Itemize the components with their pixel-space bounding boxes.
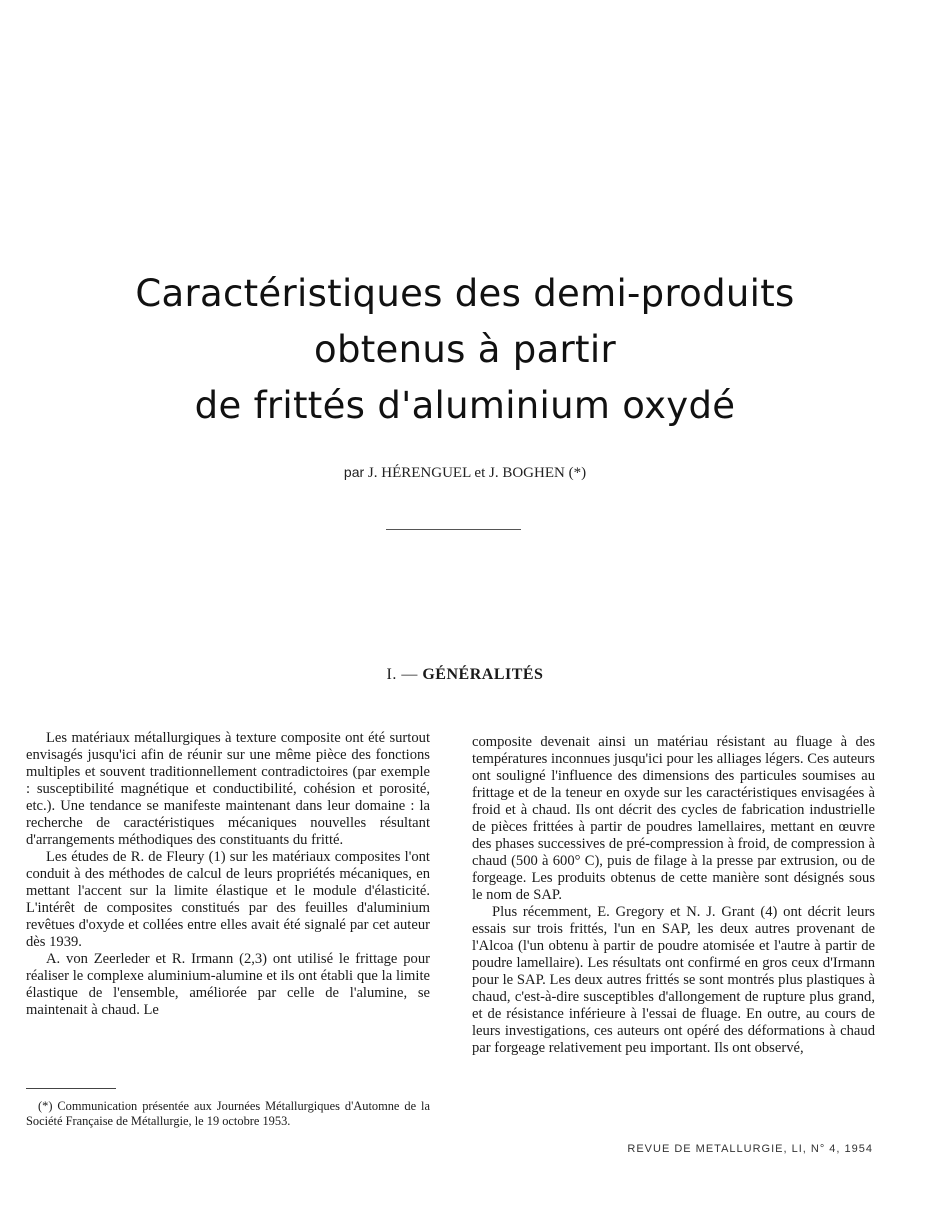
- paragraph: Les matériaux métallurgiques à texture composite ont été surtout envisagés jusqu'ici afin de réunir sur une même pièce des fonctions multiples et souvent traditionnellement contradictoires (par exemple : susceptibilité magnétique et conductibilité, cohésion et porosité, etc.). Une tendance se manifeste maintenant dans leur domaine : la recherche de caractéristiques mécaniques nouvelles résultant d'arrangements méthodiques des constituants du fritté.: [26, 730, 430, 848]
- paragraph: A. von Zeerleder et R. Irmann (2,3) ont utilisé le frittage pour réaliser le complexe aluminium-alumine et ils ont établi que la limite élastique de l'ensemble, améliorée par celle de l'alumine, se maintenait à chaud. Le: [26, 951, 430, 1018]
- title-line-3: de frittés d'aluminium oxydé: [194, 384, 736, 427]
- title-line-1: Caractéristiques des demi-produits: [135, 272, 795, 315]
- section-heading: [100, 666, 830, 684]
- footnote-divider: [26, 1088, 116, 1089]
- title-divider: [386, 529, 521, 530]
- running-footer: REVUE DE METALLURGIE, LI, N° 4, 1954: [627, 1143, 873, 1155]
- body-column-right: [472, 734, 875, 1057]
- footnote: [26, 1099, 430, 1129]
- byline-prefix: par: [343, 464, 365, 480]
- section-title: GÉNÉRALITÉS: [422, 666, 544, 683]
- footnote-text: (*) Communication présentée aux Journées Métallurgiques d'Automne de la Société Française de Métallurgie, le 19 octobre 1953.: [26, 1099, 430, 1128]
- title-line-2: obtenus à partir: [314, 328, 616, 371]
- section-number: I. —: [386, 666, 418, 683]
- paragraph: composite devenait ainsi un matériau résistant au fluage à des températures inconnues jusqu'ici pour les alliages légers. Ces auteurs ont souligné l'influence des dimensions des particules soumises au frittage et de la teneur en oxyde sur les caractéristiques envisagées à froid et à chaud. Ils ont décrit des cycles de fabrication industrielle de pièces frittées à partir de poudres lamellaires, mettant en œuvre des phases successives de pré-compression à froid, de compression à chaud (500 à 600° C), puis de filage à la presse par extrusion, ou de forgeage. Les produits obtenus de cette manière sont désignés sous le nom de SAP.: [472, 734, 875, 903]
- byline: [100, 464, 830, 482]
- paragraph: Les études de R. de Fleury (1) sur les matériaux composites l'ont conduit à des méthodes de calcul de leurs propriétés mécaniques, en mettant l'accent sur la limite élastique et le module d'élasticité. L'intérêt de composites constitués par des feuilles d'aluminium revêtues d'oxyde et collées entre elles avait été signalé par cet auteur dès 1939.: [26, 849, 430, 950]
- byline-authors: J. HÉRENGUEL et J. BOGHEN (*): [367, 465, 587, 481]
- paragraph: Plus récemment, E. Gregory et N. J. Grant (4) ont décrit leurs essais sur trois frittés, l'un en SAP, les deux autres provenant de l'Alcoa (l'un obtenu à partir de poudre atomisée et l'autre à partir de poudre lamellaire). Les résultats ont confirmé en gros ceux d'Irmann pour le SAP. Les deux autres frittés se sont montrés plus plastiques à chaud, c'est-à-dire susceptibles d'allongement de rupture plus grand, et de résistance inférieure à l'essai de fluage. En outre, au cours de leurs investigations, ces auteurs ont opéré des déformations à chaud par forgeage relativement peu important. Ils ont observé,: [472, 904, 875, 1056]
- article-title: [60, 266, 870, 434]
- body-column-left: [26, 730, 430, 1019]
